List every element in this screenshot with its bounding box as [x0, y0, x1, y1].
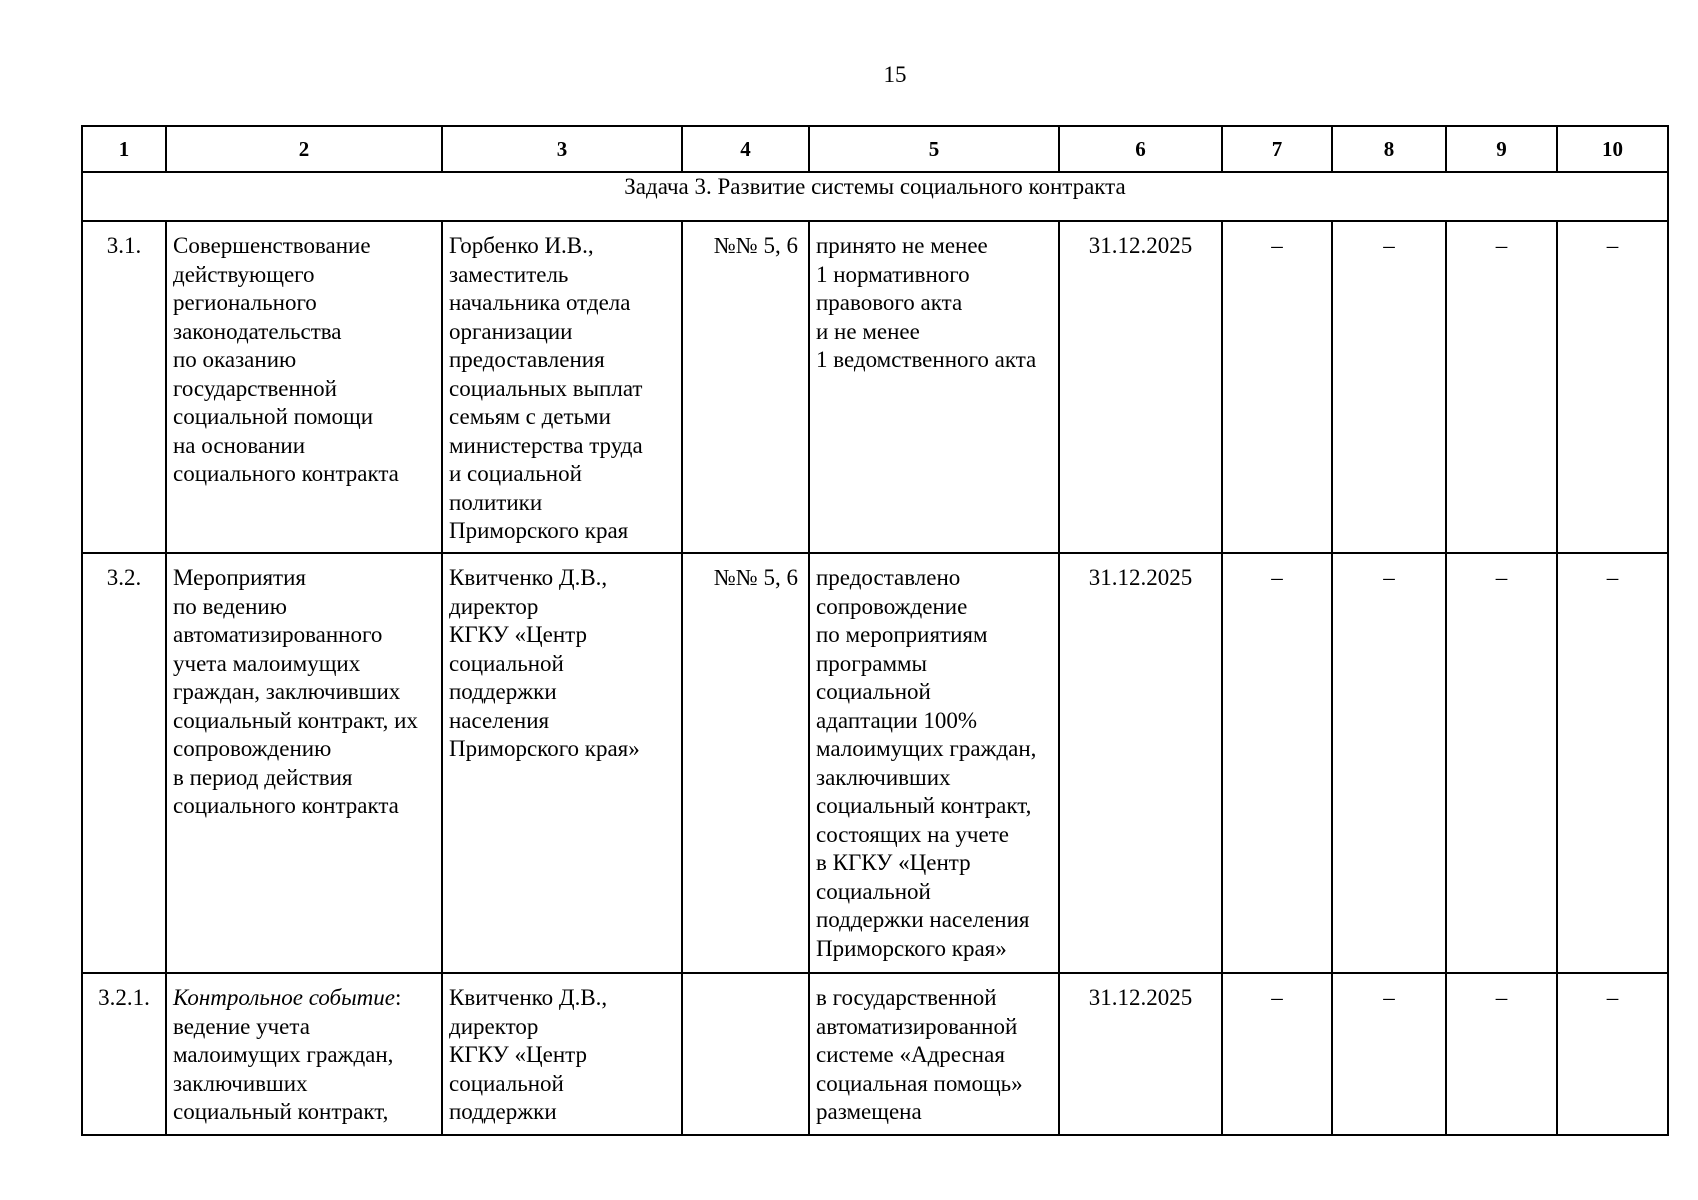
col7-cell: [1222, 553, 1332, 973]
task-title: Задача 3. Развитие системы социального контракта: [82, 172, 1668, 221]
responsible-text: Горбенко И.В., заместитель начальника отдела организации предоставления социальных выплат семьям с детьми министерства труда и социальной политики Приморского края: [449, 233, 643, 543]
header-col-4: 4: [682, 126, 809, 172]
dash-value: –: [1383, 565, 1395, 590]
measure-cell: [166, 221, 442, 553]
header-col-6: 6: [1059, 126, 1222, 172]
header-col-3: 3: [442, 126, 682, 172]
col9-cell: [1446, 553, 1557, 973]
responsible-cell: [442, 973, 682, 1135]
col8-cell: [1332, 221, 1446, 553]
link-cell: [682, 221, 809, 553]
date-cell: [1059, 973, 1222, 1135]
date-cell: [1059, 553, 1222, 973]
header-col-9: 9: [1446, 126, 1557, 172]
page-number: 15: [883, 62, 907, 87]
col7-cell: [1222, 973, 1332, 1135]
result-cell: [809, 973, 1059, 1135]
responsible-cell: [442, 221, 682, 553]
row-number: 3.1.: [106, 233, 142, 258]
col9-cell: [1446, 221, 1557, 553]
table-row: [82, 221, 1668, 553]
measure-text: Совершенствование действующего регионального законодательства по оказанию государственной социальной помощи на основании социального контракта: [173, 233, 399, 486]
dash-value: –: [1495, 985, 1508, 1010]
col10-cell: [1557, 553, 1668, 973]
dash-value: –: [1271, 985, 1283, 1010]
dash-value: –: [1495, 565, 1508, 590]
result-text: принято не менее 1 нормативного правового акта и не менее 1 ведомственного акта: [816, 233, 1037, 372]
row-number-cell: [82, 553, 166, 973]
header-col-1: 1: [82, 126, 166, 172]
dash-value: –: [1606, 985, 1619, 1010]
dash-value: –: [1271, 565, 1283, 590]
col7-cell: [1222, 221, 1332, 553]
row-number: 3.2.1.: [98, 985, 150, 1010]
row-number: 3.2.: [106, 565, 142, 590]
measure-text: : ведение учета малоимущих граждан, заключивших социальный контракт,: [173, 985, 402, 1124]
date-text: 31.12.2025: [1088, 233, 1193, 258]
date-text: 31.12.2025: [1088, 565, 1193, 590]
dash-value: –: [1383, 985, 1395, 1010]
dash-value: –: [1606, 565, 1619, 590]
header-col-2: 2: [166, 126, 442, 172]
link-text: №№ 5, 6: [713, 565, 798, 590]
result-text: в государственной автоматизированной системе «Адресная социальная помощь» размещена: [816, 985, 1023, 1124]
date-text: 31.12.2025: [1088, 985, 1193, 1010]
dash-value: –: [1383, 233, 1395, 258]
date-cell: [1059, 221, 1222, 553]
result-cell: [809, 221, 1059, 553]
row-number-cell: [82, 973, 166, 1135]
link-text: №№ 5, 6: [713, 233, 798, 258]
result-cell: [809, 553, 1059, 973]
col9-cell: [1446, 973, 1557, 1135]
dash-value: –: [1606, 233, 1619, 258]
measure-text-wrap: [167, 974, 441, 1127]
responsible-text: Квитченко Д.В., директор КГКУ «Центр социальной поддержки: [449, 985, 608, 1124]
measure-text: Мероприятия по ведению автоматизированного учета малоимущих граждан, заключивших социальный контракт, их сопровождению в период действия социального контракта: [173, 565, 418, 818]
col8-cell: [1332, 553, 1446, 973]
plan-table: [81, 125, 1669, 1136]
measure-cell: [166, 973, 442, 1135]
header-row: [82, 126, 1668, 172]
col10-cell: [1557, 973, 1668, 1135]
table-row: [82, 973, 1668, 1135]
dash-value: –: [1495, 233, 1508, 258]
responsible-text: Квитченко Д.В., директор КГКУ «Центр социальной поддержки населения Приморского края»: [449, 565, 640, 761]
header-col-8: 8: [1332, 126, 1446, 172]
table-row: [82, 553, 1668, 973]
header-col-5: 5: [809, 126, 1059, 172]
measure-cell: [166, 553, 442, 973]
header-col-7: 7: [1222, 126, 1332, 172]
col8-cell: [1332, 973, 1446, 1135]
link-cell: [682, 553, 809, 973]
task-row: [82, 172, 1668, 221]
header-col-10: 10: [1557, 126, 1668, 172]
responsible-cell: [442, 553, 682, 973]
col10-cell: [1557, 221, 1668, 553]
result-text: предоставлено сопровождение по мероприятиям программы социальной адаптации 100% малоимущих граждан, заключивших социальный контракт, состоящих на учете в КГКУ «Центр социальной поддержки населения Приморского края»: [816, 565, 1037, 961]
control-event-label: Контрольное событие: [173, 985, 396, 1010]
link-text: [683, 974, 808, 984]
dash-value: –: [1271, 233, 1283, 258]
link-cell: [682, 973, 809, 1135]
row-number-cell: [82, 221, 166, 553]
